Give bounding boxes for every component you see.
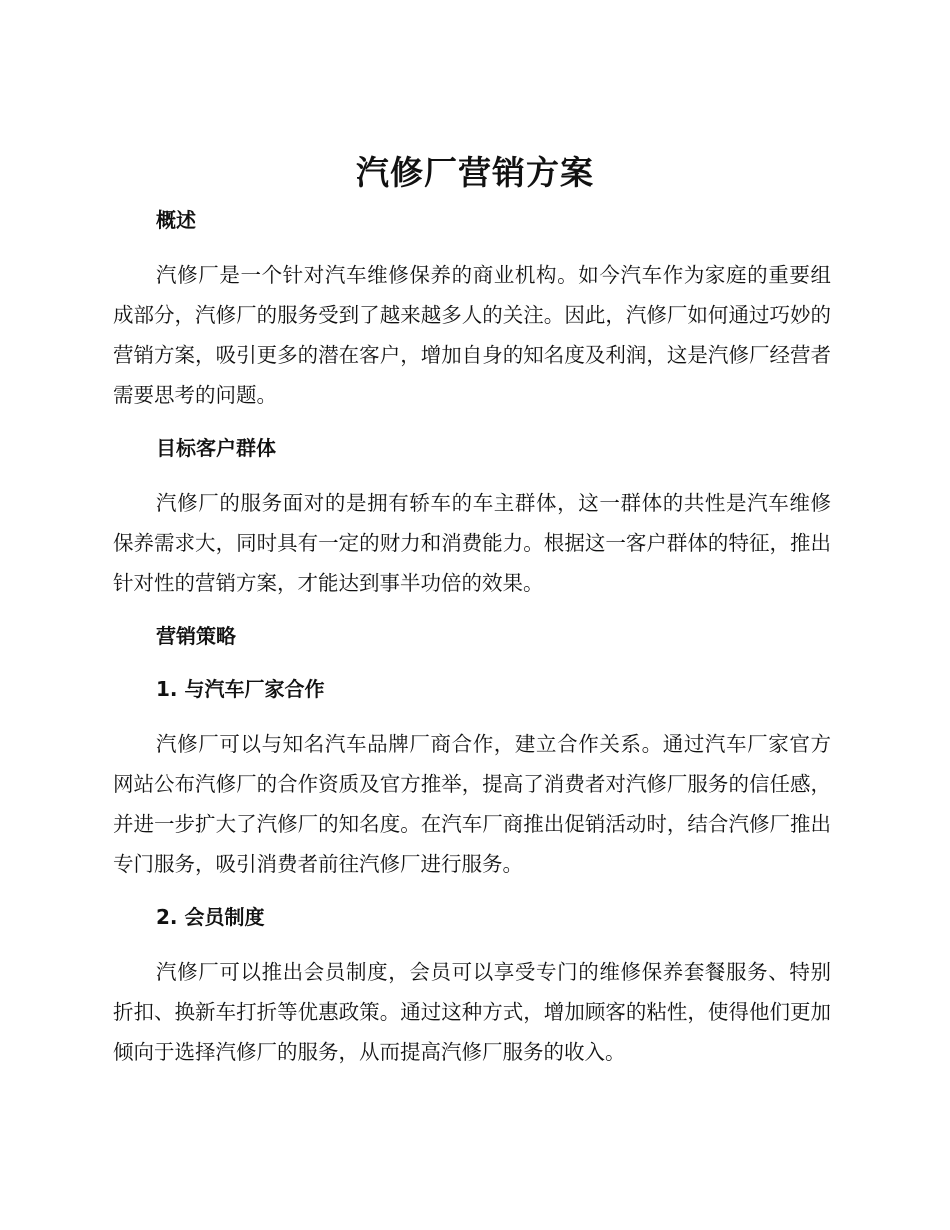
section-heading-membership: 2. 会员制度 [156, 905, 265, 929]
section-paragraph-manufacturer-cooperation: 汽修厂可以与知名汽车品牌厂商合作，建立合作关系。通过汽车厂家官方网站公布汽修厂的合作资质及官方推举，提高了消费者对汽修厂服务的信任感，并进一步扩大了汽修厂的知名度。在汽车厂商推出促销活动时，结合汽修厂推出专门服务，吸引消费者前往汽修厂进行服务。 [113, 732, 831, 876]
document-body [113, 200, 831, 1072]
section-paragraph-target-customers: 汽修厂的服务面对的是拥有轿车的车主群体，这一群体的共性是汽车维修保养需求大，同时具有一定的财力和消费能力。根据这一客户群体的特征，推出针对性的营销方案，才能达到事半功倍的效果。 [113, 491, 831, 595]
document-title: 汽修厂营销方案 [356, 153, 594, 192]
section-heading-overview: 概述 [156, 208, 196, 232]
section-paragraph-overview: 汽修厂是一个针对汽车维修保养的商业机构。如今汽车作为家庭的重要组成部分，汽修厂的服务受到了越来越多人的关注。因此，汽修厂如何通过巧妙的营销方案，吸引更多的潜在客户，增加自身的知名度及利润，这是汽修厂经营者需要思考的问题。 [113, 263, 831, 407]
section-paragraph-membership: 汽修厂可以推出会员制度，会员可以享受专门的维修保养套餐服务、特别折扣、换新车打折等优惠政策。通过这种方式，增加顾客的粘性，使得他们更加倾向于选择汽修厂的服务，从而提高汽修厂服务的收入。 [113, 960, 831, 1064]
section-heading-target-customers: 目标客户群体 [156, 436, 276, 460]
section-heading-manufacturer-cooperation: 1. 与汽车厂家合作 [156, 677, 325, 701]
section-heading-marketing-strategy: 营销策略 [156, 624, 236, 648]
